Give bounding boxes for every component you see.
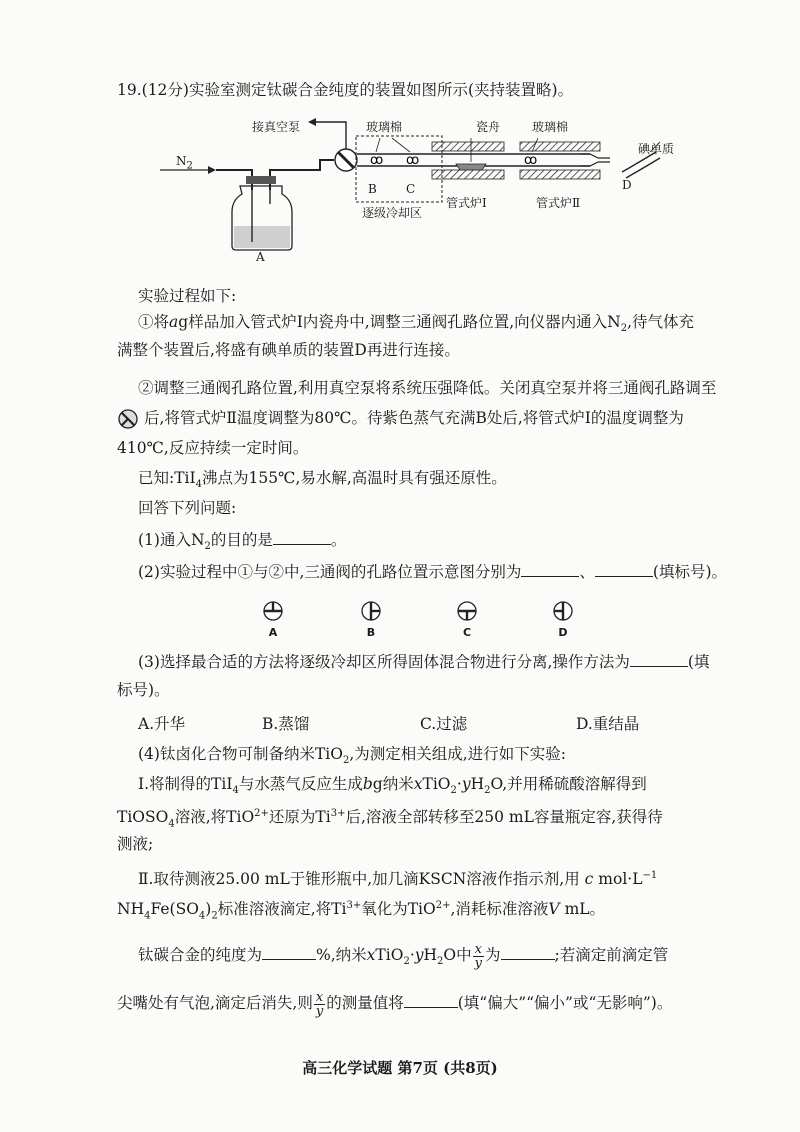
q3-answer-blank[interactable] bbox=[630, 650, 688, 667]
svg-text:ꝏ: ꝏ bbox=[406, 153, 420, 168]
label-vacuum-pump: 接真空泵 bbox=[252, 120, 301, 134]
q3-line2: 标号)。 bbox=[117, 681, 170, 699]
apparatus-svg bbox=[160, 108, 680, 268]
label-b: B bbox=[368, 182, 377, 196]
fraction-x-over-y: $\frac{x}{y}$ bbox=[474, 941, 482, 971]
svg-text:ꝏ: ꝏ bbox=[370, 153, 384, 168]
procedure-step2-line2: 后,将管式炉Ⅱ温度调整为80℃。待紫色蒸气充满B处后,将管式炉Ⅰ的温度调整为 bbox=[117, 408, 684, 430]
valve-b-icon bbox=[360, 600, 382, 622]
q4-step1-line1: Ⅰ.将制得的TiI$_4$与水蒸气反应生成bg纳米$xTiO_2\cdot yH_2O$,并用稀硫酸溶解得到 bbox=[138, 775, 647, 797]
label-a: A bbox=[256, 250, 265, 264]
procedure-step2-line1: ②调整三通阀孔路位置,利用真空泵将系统压强降低。关闭真空泵并将三通阀孔路调至 bbox=[138, 379, 717, 397]
label-n2: $N_2$ bbox=[176, 154, 193, 172]
fraction-x-over-y-2: $\frac{x}{y}$ bbox=[315, 989, 324, 1019]
valve-d-icon bbox=[552, 600, 574, 622]
valve-options bbox=[0, 600, 800, 640]
q4-final-line1: 钛碳合金的纯度为 %,纳米$xTiO_2\cdot yH_2O$中 $\frac{x}{y}$ 为 ;若滴定前滴定管 bbox=[138, 941, 669, 971]
q3-option-b: B.蒸馏 bbox=[262, 715, 310, 733]
valve-option-d: D bbox=[552, 600, 574, 639]
purity-answer-blank[interactable] bbox=[262, 943, 316, 960]
label-d: D bbox=[622, 178, 632, 192]
question-header: 19.(12分)实验室测定钛碳合金纯度的装置如图所示(夹持装置略)。 bbox=[117, 81, 574, 99]
procedure-step1-line1: ①将ag样品加入管式炉Ⅰ内瓷舟中,调整三通阀孔路位置,向仪器内通入$N_2$,待气体充 bbox=[138, 313, 695, 335]
procedure-intro: 实验过程如下: bbox=[138, 287, 237, 305]
q4-final-line2: 尖嘴处有气泡,滴定后消失,则 $\frac{x}{y}$ 的测量值将 (填“偏大”“偏小”或“无影响”)。 bbox=[117, 989, 673, 1019]
q4-step1-line3: 测液; bbox=[117, 835, 154, 853]
procedure-step1-line2: 满整个装置后,将盛有碘单质的装置D再进行连接。 bbox=[117, 341, 460, 359]
page-footer: 高三化学试题 第7页 (共8页) bbox=[302, 1059, 498, 1077]
q2: (2)实验过程中①与②中,三通阀的孔路位置示意图分别为 、 (填标号)。 bbox=[138, 560, 727, 582]
label-glass-wool-1: 玻璃棉 bbox=[366, 120, 403, 134]
procedure-step2-line3: 410℃,反应持续一定时间。 bbox=[117, 439, 309, 457]
q3-line1: (3)选择最合适的方法将逐级冷却区所得固体混合物进行分离,操作方法为 (填 bbox=[138, 650, 709, 672]
q3-option-c: C.过滤 bbox=[420, 715, 468, 733]
q1-answer-blank[interactable] bbox=[273, 528, 331, 545]
q2-answer-blank-1[interactable] bbox=[521, 560, 579, 577]
q4-step2-line2: $NH_4Fe(SO_4)_2$标准溶液滴定,将$Ti^{3+}$氧化为TiO$^{2+}$,消耗标准溶液V mL。 bbox=[117, 900, 606, 922]
label-furnace-1: 管式炉Ⅰ bbox=[446, 196, 487, 210]
label-glass-wool-2: 玻璃棉 bbox=[532, 120, 569, 134]
label-furnace-2: 管式炉Ⅱ bbox=[536, 196, 581, 210]
effect-answer-blank[interactable] bbox=[404, 991, 458, 1008]
q4-step2-line1: Ⅱ.取待测液25.00 mL于锥形瓶中,加几滴KSCN溶液作指示剂,用 c $mol\cdot L^{-1}$ bbox=[138, 870, 658, 889]
ratio-answer-blank[interactable] bbox=[501, 943, 555, 960]
valve-c-icon bbox=[456, 600, 478, 622]
q1: (1)通入$N_2$的目的是 。 bbox=[138, 528, 346, 557]
answer-prompt: 回答下列问题: bbox=[138, 499, 237, 517]
q4-step1-line2: TiOSO$_4$溶液,将TiO$^{2+}$还原为$Ti^{3+}$后,溶液全部转移至250 mL容量瓶定容,获得待 bbox=[117, 808, 663, 830]
q4-intro: (4)钛卤化合物可制备纳米TiO$_2$,为测定相关组成,进行如下实验: bbox=[138, 745, 566, 767]
q3-option-d: D.重结晶 bbox=[576, 715, 640, 733]
valve-icon bbox=[117, 408, 139, 430]
valve-a-icon bbox=[262, 600, 284, 622]
q2-answer-blank-2[interactable] bbox=[595, 560, 653, 577]
label-boat: 瓷舟 bbox=[476, 120, 501, 134]
valve-option-c: C bbox=[456, 600, 478, 639]
q3-option-a: A.升华 bbox=[138, 715, 186, 733]
apparatus-diagram bbox=[160, 108, 680, 268]
valve-option-b: B bbox=[360, 600, 382, 639]
label-iodine: 碘单质 bbox=[638, 142, 675, 156]
label-c: C bbox=[406, 182, 416, 196]
label-cooling-zone: 逐级冷却区 bbox=[362, 206, 423, 220]
known-info: 已知:TiI$_4$沸点为155℃,易水解,高温时具有强还原性。 bbox=[138, 469, 507, 491]
svg-text:ꝏ: ꝏ bbox=[524, 153, 538, 168]
valve-option-a: A bbox=[262, 600, 284, 639]
